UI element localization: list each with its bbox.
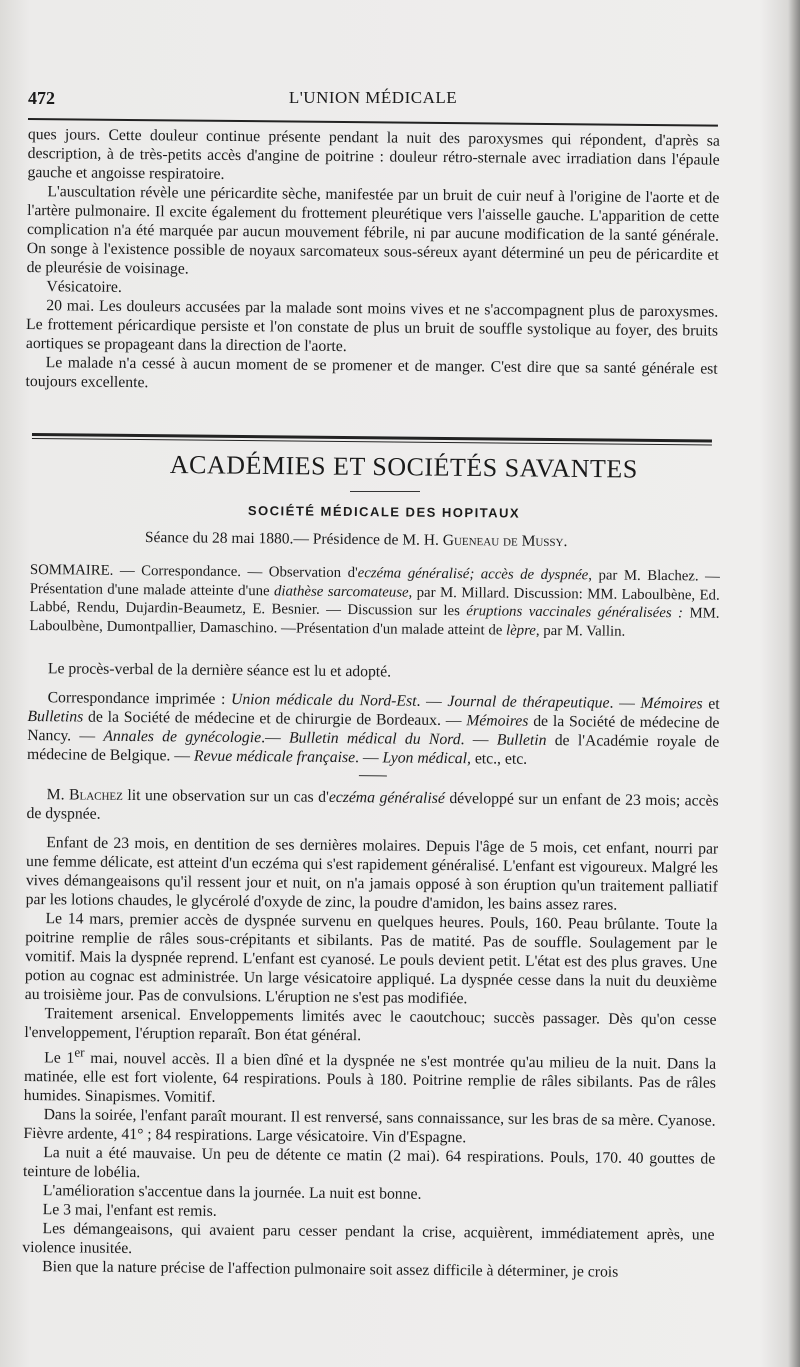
proces-verbal: Le procès-verbal de la dernière séance est lu et adopté. (47, 660, 392, 681)
paragraph: La nuit a été mauvaise. Un peu de détente ce matin (2 mai). 64 respirations. Pouls, 170. 40 gouttes de teinture de lobélia. (22, 1144, 716, 1182)
section-divider (32, 433, 712, 446)
title-rule (350, 491, 420, 492)
sommaire: SOMMAIRE. — Correspondance. — Observation d'eczéma généralisé; accès de dyspnée, par M. Blachez. —Présentation d'une malade atteinte d'une diathèse sarcomateuse, par M. Millard. Discussion: MM. Laboulbène, Ed. Labbé, Rendu, Dujardin-Beaumetz, E. Besnier. — Discussion sur les éruptions vaccinales généralisées : MM. Laboulbène, Dumontpallier, Damaschino. —Présentation d'un malade atteint de lèpre, par M. Vallin. (29, 561, 720, 640)
page-number: 472 (28, 88, 55, 108)
paragraph: Le 3 mai, l'enfant est remis. (42, 1201, 217, 1221)
page-header (28, 84, 718, 114)
paragraph: ques jours. Cette douleur continue présente pendant la nuit des paroxysmes qui répondent, d'après sa description, à de très-petits accès d'angine de poitrine : douleur rétro-sternale avec irradiation dans l'épaule gauche et angoisse respiratoire. (27, 125, 720, 183)
paragraph: Le malade n'a cessé à aucun moment de se promener et de manger. C'est dire que sa santé générale est toujours excellente. (25, 354, 718, 392)
sommaire-label: SOMMAIRE. (29, 561, 114, 579)
paragraph: Dans la soirée, l'enfant paraît mourant. Il est renversé, sans connaissance, sur les bras de sa mère. Cyanose. Fièvre ardente, 41° ; 84 respirations. Large vésicatoire. Vin d'Espagne. (23, 1106, 716, 1147)
section-title: ACADÉMIES ET SOCIÉTÉS SAVANTES (169, 450, 638, 484)
session-body (22, 659, 720, 1283)
seance-line: Séance du 28 mai 1880.— Présidence de M. H. Gueneau de Mussy. (144, 529, 568, 551)
running-title: L'UNION MÉDICALE (288, 88, 458, 107)
paragraph: Vésicatoire. (46, 278, 122, 296)
speaker-name: M. Blachez (46, 786, 123, 804)
paragraph: Traitement arsenical. Enveloppements limités avec le caoutchouc; succès passager. Dès qu'on cesse l'enveloppement, l'éruption reparaît. Bon état général. (24, 1005, 717, 1045)
paragraph: Enfant de 23 mois, en dentition de ses dernières molaires. Depuis l'âge de 5 mois, cet enfant, nourri par une femme délicate, est atteint d'un eczéma qui s'est rapidement généralisé. L'enfant est vigoureux. Malgré les vives démangeaisons qu'il ressent jour et nuit, on n'a jamais opposé à son éruption qu'un traitement palliatif par les lotions chaudes, le glycérolé d'oxyde de zinc, la poudre d'amidon, les bains assez rares. (25, 834, 719, 914)
paragraph: Les démangeaisons, qui avaient paru cesser pendant la crise, acquièrent, immédiatement après, une violence inusitée. (22, 1220, 715, 1258)
binding-shadow (788, 0, 800, 1367)
paragraph: L'amélioration s'accentue dans la journée. La nuit est bonne. (42, 1182, 422, 1204)
paragraph: Le 1er mai, nouvel accès. Il a bien dîné et la dyspnée ne s'est montrée qu'au milieu de la nuit. Dans la matinée, elle est fort violente, 64 respirations. Pouls à 180. Poitrine remplie de râles sibilants. Pas de râles humides. Sinapismes. Vomitif. (23, 1044, 717, 1107)
paragraph: Bien que la nature précise de l'affection pulmonaire soit assez difficile à déterminer, je crois (42, 1258, 619, 1281)
paragraph: L'auscultation révèle une péricardite sèche, manifestée par un bruit de cuir neuf à l'origine de l'aorte et de l'artère pulmonaire. Il excite également du frottement pleurétique vers l'aisselle gauche. L'apparition de cette complication n'a été marquée par aucun mouvement fébrile, ni par aucune modification de la santé générale. On songe à l'existence possible de noyaux sarcomateux sous-séreux ayant déterminé un peu de péricardite et de pleurésie de voisinage. (26, 183, 720, 278)
correspondance: Correspondance imprimée : Union médicale du Nord-Est. — Journal de thérapeutique. — Mémoires et Bulletins de la Société de médecine et de chirurgie de Bordeaux. — Mémoires de la Société de médecine de Nancy. — Annales de gynécologie.— Bulletin médical du Nord. — Bulletin de l'Académie royale de médecine de Belgique. — Revue médicale française. — Lyon médical, etc., etc. (27, 689, 720, 768)
paragraph: 20 mai. Les douleurs accusées par la malade sont moins vives et ne s'accompagnent plus de paroxysmes. Le frottement péricardique persiste et l'on constate de plus un bruit de souffle systolique au foyer, des bruits aortiques se propageant dans la direction de l'aorte. (25, 297, 719, 356)
paragraph: Le 14 mars, premier accès de dyspnée survenu en quelques heures. Pouls, 160. Peau brûlante. Toute la poitrine remplie de râles sous-crépitants et sibilants. Pas de matité. Pas de souffle. Soulagement par le vomitif. Mais la dyspnée reprend. L'enfant est cyanosé. Le pouls devient petit. L'état est des plus graves. Une potion au cognac est administrée. Un large vésicatoire appliqué. La dyspnée cesse dans la nuit du deuxième au troisième jour. Pas de convulsions. L'éruption ne s'est pas modifiée. (24, 910, 718, 1008)
separator-rule (359, 775, 387, 776)
president-name: Gueneau de Mussy (442, 531, 564, 551)
blachez-intro: M. Blachez lit une observation sur un cas d'eczéma généralisé développé sur un enfant de 23 mois; accès de dyspnée. (26, 786, 719, 823)
society-name: SOCIÉTÉ MÉDICALE DES HOPITAUX (247, 503, 521, 521)
case-continuation (25, 125, 720, 398)
